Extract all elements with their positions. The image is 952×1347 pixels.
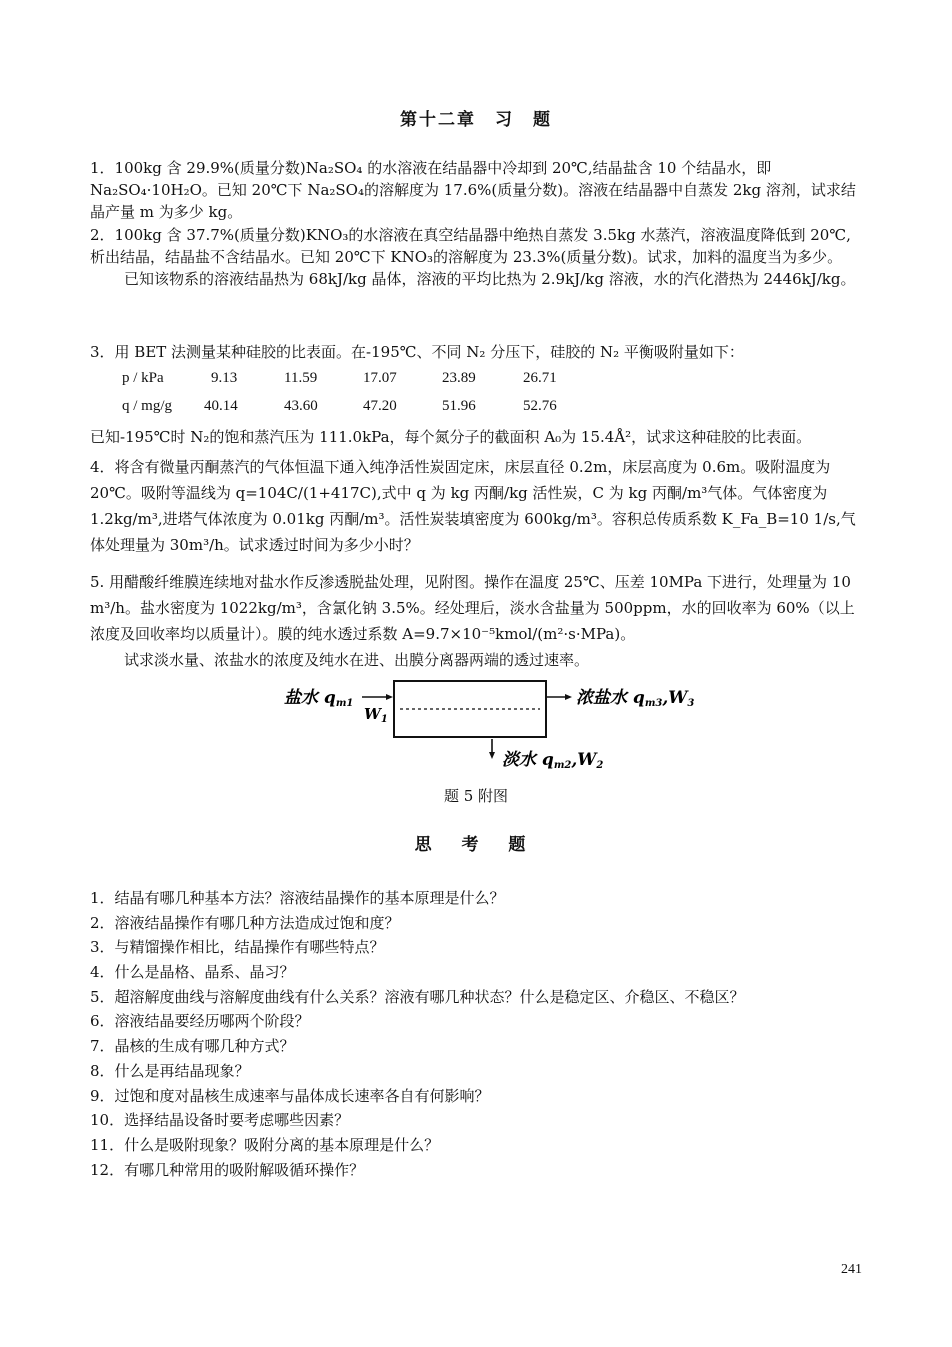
problem-4-text: 4．将含有微量丙酮蒸汽的气体恒温下通入纯净活性炭固定床，床层直径 0.2m，床层高度为 0.6m。吸附温度为 20℃。吸附等温线为 q=104C/(1+417C),式中 q 为 kg 丙酮/kg 活性炭，C 为 kg 丙酮/m³气体。气体密度为 1.2kg/m³,进塔气体浓度为 0.01kg 丙酮/m³。活性炭装填密度为 600kg/m³。容积总传质系数 K_Fa_B=10 1/s,气体处理量为 30m³/h。试求透过时间为多少小时？: [90, 458, 856, 554]
table-label: q / mg/g: [122, 398, 173, 414]
w1-label: $W_1$: [364, 705, 388, 725]
table-cell: 11.59: [284, 370, 318, 386]
list-item: 10．选择结晶设备时要考虑哪些因素？: [90, 1111, 350, 1130]
list-item: 4．什么是晶格、晶系、晶习？: [90, 963, 295, 982]
section-title: 思 考 题: [414, 835, 538, 855]
problem-1: [90, 157, 862, 223]
membrane-diagram: [280, 675, 740, 775]
think-question-list: [90, 886, 862, 1182]
problem-4: [90, 454, 862, 558]
problem-2-text: 2．100kg 含 37.7%(质量分数)KNO₃的水溶液在真空结晶器中绝热自蒸发 3.5kg 水蒸汽，溶液温度降低到 20℃,析出结晶，结晶盐不含结晶水。已知 20℃下 KNO₃的溶解度为 23.3%(质量分数)。试求，加料的温度当为多少。: [90, 226, 851, 266]
table-cell: 26.71: [523, 370, 557, 386]
permeate-arrowhead: [489, 752, 495, 759]
list-item: 5．超溶解度曲线与溶解度曲线有什么关系？溶液有哪几种状态？什么是稳定区、介稳区、不稳区？: [90, 987, 745, 1006]
problem-3-end-text: 已知-195℃时 N₂的饱和蒸汽压为 111.0kPa，每个氮分子的截面积 A₀为 15.4Å²，试求这种硅胶的比表面。: [90, 428, 812, 446]
permeate-label: 淡水 qm2,W2: [502, 750, 604, 771]
table-cell: 43.60: [284, 398, 318, 414]
problem-5: [90, 569, 862, 673]
list-item: 11．什么是吸附现象？吸附分离的基本原理是什么？: [90, 1135, 440, 1154]
table-cell: 51.96: [442, 398, 476, 414]
table-cell: 17.07: [363, 370, 397, 386]
problem-5-text: 5. 用醋酸纤维膜连续地对盐水作反渗透脱盐处理，见附图。操作在温度 25℃、压差 10MPa 下进行，处理量为 10 m³/h。盐水密度为 1022kg/m³，含氯化钠 3.5%。经处理后，淡水含盐量为 500ppm，水的回收率为 60%（以上浓度及回收率均以质量计）。膜的纯水透过系数 A=9.7×10⁻⁵kmol/(m²·s·MPa)。: [90, 573, 855, 643]
membrane-module: [394, 681, 546, 737]
list-item: 2．溶液结晶操作有哪几种方法造成过饱和度？: [90, 913, 400, 932]
problem-2: [90, 224, 862, 290]
problem-3: [90, 341, 862, 363]
table-cell: 9.13: [211, 370, 238, 386]
problem-3-end: [90, 426, 862, 448]
page-number: 241: [841, 1262, 862, 1277]
outlet-label: 浓盐水 qm3,W3: [576, 688, 695, 709]
inlet-arrowhead: [386, 694, 393, 700]
list-item: 6．溶液结晶要经历哪两个阶段？: [90, 1012, 310, 1031]
problem-2-note: 已知该物系的溶液结晶热为 68kJ/kg 晶体，溶液的平均比热为 2.9kJ/kg 溶液，水的汽化潜热为 2446kJ/kg。: [124, 270, 856, 288]
outlet-arrowhead: [565, 694, 572, 700]
table-label: p / kPa: [122, 370, 164, 386]
list-item: 9．过饱和度对晶核生成速率与晶体成长速率各自有何影响？: [90, 1086, 490, 1105]
table-cell: 47.20: [363, 398, 397, 414]
list-item: 12．有哪几种常用的吸附解吸循环操作？: [90, 1160, 365, 1179]
list-item: 7．晶核的生成有哪几种方式？: [90, 1037, 295, 1056]
problem-3-text: 3．用 BET 法测量某种硅胶的比表面。在-195℃、不同 N₂ 分压下，硅胶的 N₂ 平衡吸附量如下：: [90, 343, 744, 361]
table-cell: 52.76: [523, 398, 557, 414]
figure-caption: 题 5 附图: [443, 787, 509, 805]
chapter-title: 第十二章 习 题: [400, 110, 552, 130]
table-cell: 23.89: [442, 370, 476, 386]
list-item: 8．什么是再结晶现象？: [90, 1061, 250, 1080]
problem-5-ask: 试求淡水量、浓盐水的浓度及纯水在进、出膜分离器两端的透过速率。: [124, 651, 590, 669]
table-cell: 40.14: [204, 398, 238, 414]
list-item: 3．与精馏操作相比，结晶操作有哪些特点？: [90, 938, 385, 957]
inlet-label: 盐水 qm1: [284, 688, 354, 709]
list-item: 1．结晶有哪几种基本方法？溶液结晶操作的基本原理是什么？: [90, 889, 505, 907]
problem-1-text: 1．100kg 含 29.9%(质量分数)Na₂SO₄ 的水溶液在结晶器中冷却到 20℃,结晶盐含 10 个结晶水，即 Na₂SO₄·10H₂O。已知 20℃下 Na₂SO₄的溶解度为 17.6%(质量分数)。溶液在结晶器中自蒸发 2kg 溶剂，试求结晶产量 m 为多少 kg。: [90, 159, 856, 221]
